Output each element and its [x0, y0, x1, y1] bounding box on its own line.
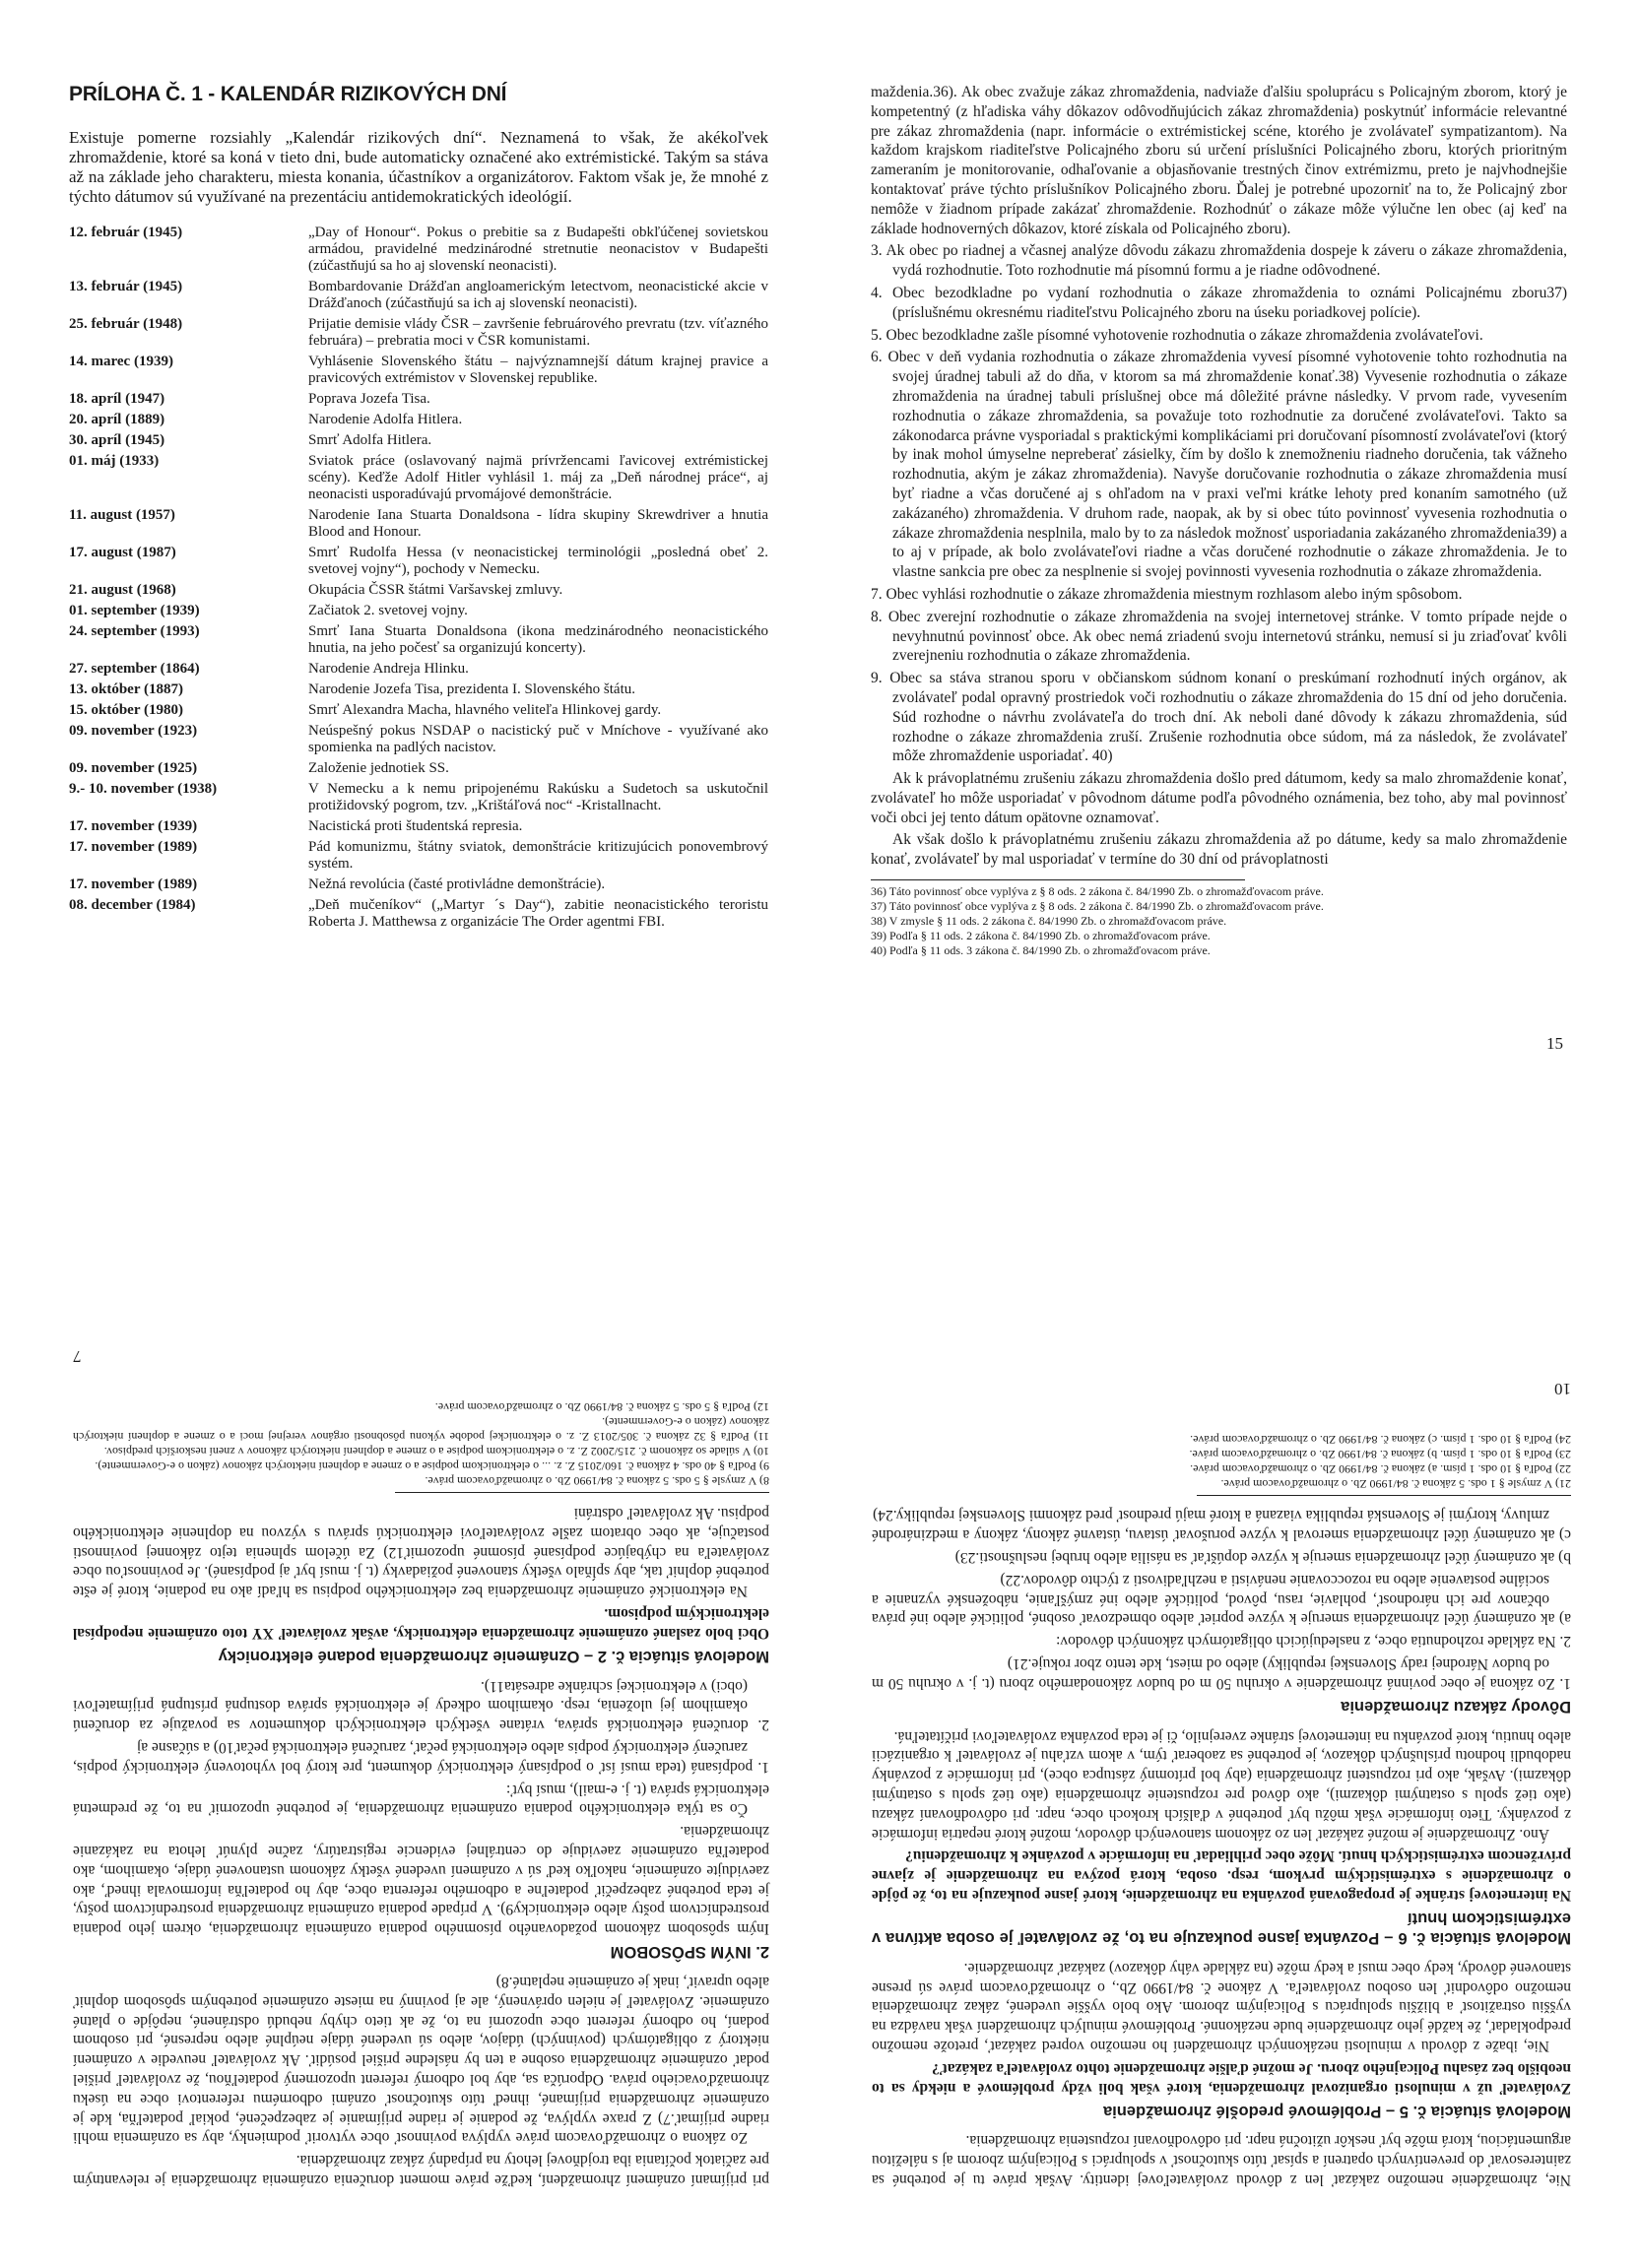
right-paragraph: 4. Obec bezodkladne po vydaní rozhodnutia o zákaze zhromaždenia to oznámi Policajnému zboru37) (príslušnému okresnému riaditeľstvu Policajného zboru na úseku poriadkovej polície). — [871, 284, 1567, 321]
page-10-column — [872, 1379, 1571, 2189]
calendar-date: 13. október (1887) — [69, 680, 183, 697]
p7-section2-text2: Čo sa týka elektronického podania oznámenia zhromaždenia, je potrebné upozorniť na to, že predmetná elektronická správa (t. j. e-mail), musí byť: — [73, 1781, 769, 1818]
calendar-date: 9.- 10. november (1938) — [69, 780, 218, 797]
p10-footnote: 21) V zmysle § 1 ods. 5 zákona č. 84/1990 Zb. o zhromažďovacom práve. — [1220, 1476, 1571, 1491]
p10-situation6-answer: Áno. Zhromaždenie je možné zakázať len zo zákonom stanovených dôvodov, možné ktoré nepatria informácie z pozvánky. Tieto informácie však môžu byť potrebné v ďalších krokoch obce, napr. pri odôvodňovaní zákazu (ako tiež spolu s ostatnými dôkazmi), ako dôvod pre rozpustenie zhromaždenia (ako tiež spolu s ostatnými dôkazmi). Avšak, ako pri rozpustení zhromaždenia (aby bol prítomný zástupca obce), pri informácie z pozvánky nadobudli hodnotu príslušných dôkazov, je potrebné sa zaoberať tým, v akom vzťahu je zvolávateľ k organizácii alebo hnutiu, ktoré pozvánku na internetovej stránke zverejnilo, či je teda pozvánka zvolávateľovi pričítateľná. — [872, 1727, 1571, 1843]
p10-reason: 1. Zo zákona je obec povinná zhromaždenie v okruhu 50 m od budov zákonodarného zboru (t. j. v okruhu 50 m od budov Národnej rady Slovenskej republiky) alebo od miest, kde tento zbor rokuje.21) — [872, 1655, 1571, 1692]
right-paragraph: 7. Obec vyhlási rozhodnutie o zákaze zhromaždenia miestnym rozhlasom alebo iným spôsobom. — [871, 585, 1463, 603]
calendar-row — [69, 876, 768, 893]
footnote: 40) Podľa § 11 ods. 3 zákona č. 84/1990 Zb. o zhromažďovacom práve. — [871, 943, 1211, 958]
p10-reason: c) ak oznámený účel zhromaždenia smeroval k výzve porušovať ústavu, ústavné zákony, zákony a medzinárodné zmluvy, ktorými je Slovenská republika viazaná a ktoré majú prednosť pred zákonmi Slovenskej republiky.24) — [872, 1507, 1571, 1544]
calendar-row — [69, 603, 768, 619]
calendar-date: 01. máj (1933) — [69, 452, 160, 469]
calendar-event: Prijatie demisie vlády ČSR – završenie februárového prevratu (tzv. víťazného februára) – prebratia moci v ČSR komunistami. — [308, 315, 768, 349]
p10-reasons-list — [872, 1506, 1571, 1693]
calendar-row — [69, 279, 768, 312]
p7-situation-question: Obci bolo zaslané oznámenie zhromaždenia elektronicky, avšak zvolávateľ XY toto oznámenie nepodpísal elektronickým podpisom. — [73, 1605, 769, 1642]
p7-section2-title: 2. INÝM SPÔSOBOM — [610, 1943, 769, 1962]
footnote: 36) Táto povinnosť obce vyplýva z § 8 ods. 2 zákona č. 84/1990 Zb. o zhromažďovacom práve. — [871, 884, 1324, 899]
risk-calendar-list — [69, 225, 768, 931]
calendar-row — [69, 432, 768, 449]
calendar-date: 18. apríl (1947) — [69, 390, 165, 407]
calendar-event: Nežná revolúcia (časté protivládne demonštrácie). — [308, 875, 606, 892]
right-paragraph: 6. Obec v deň vydania rozhodnutia o zákaze zhromaždenia vyvesí písomné vyhotovenie tohto rozhodnutia na svojej úradnej tabuli až do dňa, v ktorom sa má zhromaždenie konať.38) Vyvesenie rozhodnutia o zákaze zhromaždenia na úradnej tabuli príslušnej obce má dôležité právne následky. V prvom rade, vyvesením rozhodnutia o zákaze zhromaždenia, sa považuje toto rozhodnutie za doručené zvolávateľovi. Takto sa zákonodarca právne vysporiadal s praktickými komplikáciami pri doručovaní písomností zvolávateľovi (ktorý by inak mohol úmyselne nepreberať zásielky, čím by došlo k znemožneniu riadneho doručenia, tak vážneho rozhodnutia, akým je zákaz zhromaždenia). Navyše doručovanie rozhodnutia o zákaze zhromaždenia musí byť riadne a včas doručené aj s ohľadom na v praxi veľmi krátke lehoty pred konaním samotného (už zakázaného) zhromaždenia. V druhom rade, naopak, ak by si obec túto povinnosť vyvesenia rozhodnutia o zákaze zhromaždenia nesplnila, malo by to za následok možnosť usporiadania zakázaného zhromaždenia39) a to aj v prípade, ak bolo zvolávateľovi riadne a včas doručené rozhodnutie o zákaze zhromaždenia. Je to vlastne sankcia pre obec za nesplnenie si svojej povinnosti vyvesenia rozhodnutia o zákaze zhromaždenia. — [871, 349, 1567, 581]
calendar-row — [69, 702, 768, 719]
p7-footnote: 10) V súlade so zákonom č. 215/2002 Z. z. o elektronickom podpise a o zmene a doplnení niektorých zákonov v znení neskorších predpisov. — [103, 1445, 769, 1459]
p7-page-number: 7 — [73, 1347, 82, 1367]
calendar-date: 17. august (1987) — [69, 544, 176, 560]
p10-reason: a) ak oznámený účel zhromaždenia smeruje k výzve poprieť alebo obmedzovať osobné, politické alebo iné práva občanov pre ich národnosť, pohlavie, rasu, pôvod, politické alebo iné zmýšľanie, náboženské vyznanie a sociálne postavenie alebo na rozoccovanie nenávisti a nezhľadivosti z týchto dôvodov.22) — [872, 1571, 1571, 1628]
right-paragraph: 9. Obec sa stáva stranou sporu v občianskom súdnom konaní o preskúmaní rozhodnutí iných orgánov, ak zvolávateľ podal opravný prostriedok voči rozhodnutiu o zákaze zhromaždenia do 15 dní od jeho doručenia. Súd rozhodne o návrhu zvolávateľa do troch dní. Ak neboli dané dôvody k zákazu zhromaždenia, súd rozhodne o zákaze zhromaždenia zruší. Zrušenie rozhodnutia obce súdom, má za následok, že zvolávateľ môže zhromaždenie usporiadať. 40) — [871, 670, 1567, 765]
page-number: 15 — [1546, 1034, 1563, 1053]
p10-footnote: 23) Podľa § 10 ods. 1 písm. b) zákona č. 84/1990 Zb. o zhromažďovacom práve. — [1189, 1447, 1571, 1461]
p7-situation-title: Modelová situácia č. 2 – Oznámenie zhromaždenia podané elektronicky — [218, 1647, 769, 1665]
calendar-row — [69, 723, 768, 756]
calendar-row — [69, 781, 768, 814]
right-paragraph: Ak k právoplatnému zrušeniu zákazu zhromaždenia došlo pred dátumom, kedy sa malo zhromaždenie konať, zvolávateľ ho môže usporiadať v pôvodnom dátume podľa pôvodného oznámenia, bez toho, aby mal povinnosť voči obci jej tento dátum opätovne oznamovať. — [871, 770, 1567, 826]
page-heading: PRÍLOHA Č. 1 - KALENDÁR RIZIKOVÝCH DNÍ — [69, 83, 507, 105]
calendar-row — [69, 453, 768, 503]
calendar-date: 14. marec (1939) — [69, 353, 173, 369]
calendar-event: Narodenie Iana Stuarta Donaldsona - lídra skupiny Skrewdriver a hnutia Blood and Honour. — [308, 506, 768, 540]
calendar-row — [69, 818, 768, 835]
right-paragraph: 5. Obec bezodkladne zašle písomné vyhotovenie rozhodnutia o zákaze zhromaždenia zvolávateľovi. — [871, 326, 1483, 344]
p10-page-number: 10 — [1554, 1379, 1571, 1398]
footnote: 39) Podľa § 11 ods. 2 zákona č. 84/1990 Zb. o zhromažďovacom práve. — [871, 929, 1211, 943]
calendar-row — [69, 316, 768, 350]
calendar-event: V Nemecku a k nemu pripojenému Rakúsku a Sudetoch sa uskutočnil protižidovský pogrom, tzv. „Krištáľová noc“ -Kristallnacht. — [308, 780, 768, 813]
footnotes — [871, 884, 1567, 958]
p10-intro: Nie, zhromaždenie nemožno zakázať len z dôvodu zvolávateľovej identity. Avšak práve tu je potrebné sa zainteresovať do preventívnych opatrení a spísať túto skutočnosť v spolupráci s Policajným zborom aj s náležitou argumentáciou, ktorá môže byť neskôr užitočná napr. pri odôvodňovaní rozpustenia zhromaždenia. — [872, 2132, 1571, 2188]
calendar-event: Smrť Iana Stuarta Donaldsona (ikona medzinárodného neonacistického hnutia, na jeho počesť sa organizujú koncerty). — [308, 622, 768, 656]
calendar-event: Vyhlásenie Slovenského štátu – najvýznamnejší dátum krajnej pravice a pravicových extrémistov v Slovenskej republike. — [308, 353, 768, 386]
right-text — [871, 83, 1567, 870]
calendar-date: 09. november (1923) — [69, 722, 198, 739]
right-paragraph: 3. Ak obec po riadnej a včasnej analýze dôvodu zákazu zhromaždenia dospeje k záveru o zákaze zhromaždenia, vydá rozhodnutie. Toto rozhodnutie má písomnú formu a je riadne odôvodnené. — [871, 242, 1567, 280]
calendar-date: 17. november (1989) — [69, 838, 198, 855]
calendar-row — [69, 760, 768, 777]
p7-footnote-separator — [395, 1492, 769, 1493]
calendar-event: Neúspešný pokus NSDAP o nacistický puč v Mníchove - využívané ako spomienka na padlých nacistov. — [308, 722, 768, 755]
calendar-row — [69, 225, 768, 275]
p10-situation5-answer: Nie, ibaže z dôvodu v minulosti nezákonných zhromaždení ho nemožno vopred zakázať, pretože nemožno predpokladať, že každé jeho zhromaždenie bude nezákonné. Problémové minulých zhromaždení však navádza na vyššiu ostražitosť a bližšiu spoluprácu s Policajným zborom. Ako bolo vyššie uvedené, zákaz zhromaždenia nemožno odôvodniť len osobou zvolávateľa. V zákone č. 84/1990 Zb., o zhromažďovacom práve sú presne stanovené dôvody, kedy obec musí a kedy môže (na základe váhy dôkazov) zakázať zhromaždenie. — [872, 1959, 1571, 2055]
p7-footnote: 11) Podľa § 32 zákona č. 305/2013 Z. z. o elektronickej podobe výkonu pôsobnosti orgánov verejnej moci a o zmene a doplnení niektorých zákonov (zákon o e-Governmente). — [73, 1415, 769, 1445]
calendar-event: Smrť Rudolfa Hessa (v neonacistickej terminológii „posledná obeť 2. svetovej vojny“), pochody v Nemecku. — [308, 544, 768, 577]
right-paragraph: maždenia.36). Ak obec zvažuje zákaz zhromaždenia, nadviaže ďalšiu spoluprácu s Policajným zborom, ktorý je kompetentný (z hľadiska váhy dôkazov odôvodňujúcich zákaz zhromaždenia) poskytnúť informácie relevantné pre zákaz zhromaždenia (napr. informácie o extrémistickej scéne, ktorého je zvolávateľ sympatizantom). Na každom krajskom riaditeľstve Policajného zboru sú určení príslušníci Policajného zboru, ktorých prioritným zameraním je monitorovanie, odhaľovanie a objasňovanie trestných činov extrémizmu, preto je najvhodnejšie kontaktovať práve týchto príslušníkov Policajného zboru. Ďalej je potrebné upozorniť na to, že Policajný zbor nemôže v žiadnom prípade zakázať zhromaždenie. Rozhodnúť o zákaze môže výlučne len obec (aj keď na základe hodnoverných dôkazov, ktoré získala od Policajného zboru). — [871, 84, 1567, 237]
calendar-event: Narodenie Andreja Hlinku. — [308, 660, 469, 677]
calendar-row — [69, 661, 768, 678]
p7-footnote: 12) Podľa § 5 ods. 5 zákona č. 84/1990 Zb. o zhromažďovacom práve. — [434, 1400, 769, 1415]
calendar-row — [69, 412, 768, 428]
calendar-row — [69, 545, 768, 578]
p10-footnote: 24) Podľa § 10 ods. 1 písm. c) zákona č. 84/1990 Zb. o zhromažďovacom práve. — [1190, 1432, 1571, 1447]
p7-footnote: 9) Podľa § 40 ods. 4 zákona č. 160/2015 Z. z. ... o elektronickom podpise a o zmene a doplnení niektorých zákonov (zákon o e-Governmente). — [95, 1459, 769, 1474]
p7-intro: pri prijímaní oznámení zhromaždení, keďže práve moment doručenia oznámenia zhromaždenia je relevantným pre začiatok počítania iba trojdňovej lehoty na prípadný zákaz zhromaždenia. — [73, 2152, 769, 2188]
calendar-event: Pád komunizmu, štátny sviatok, demonštrácie kritizujúcich ponovembrový systém. — [308, 838, 768, 872]
calendar-date: 15. október (1980) — [69, 701, 183, 718]
calendar-date: 30. apríl (1945) — [69, 431, 165, 448]
right-column — [871, 0, 1567, 958]
right-paragraph: Ak však došlo k právoplatnému zrušeniu zákazu zhromaždenia až po dátume, kedy sa malo zhromaždenie konať, zvolávateľ by mal usporiadať v termíne do 30 dní od právoplatnosti — [871, 831, 1567, 869]
calendar-event: Poprava Jozefa Tisa. — [308, 390, 430, 407]
calendar-event: Založenie jednotiek SS. — [308, 759, 449, 776]
calendar-date: 17. november (1989) — [69, 875, 198, 892]
calendar-date: 01. september (1939) — [69, 602, 200, 618]
footnote-separator — [871, 879, 1245, 880]
p10-situation5-question: Zvolávateľ už v minulosti organizoval zhromaždenia, ktoré však boli vždy problémové a niekdy sa to neobišlo bez zásahu Policajného zboru. Je možné ďalšie zhromaždenie tohto zvolávateľa zakázať? — [872, 2059, 1571, 2097]
calendar-row — [69, 897, 768, 931]
calendar-row — [69, 623, 768, 657]
p10-situation6-title: Modelová situácia č. 6 – Pozvánka jasne poukazuje na to, že zvolávateľ je osoba aktívna v extrémistickom hnutí — [872, 1910, 1571, 1948]
calendar-event: Nacistická proti študentská represia. — [308, 817, 523, 834]
calendar-date: 24. september (1993) — [69, 622, 200, 639]
calendar-date: 13. február (1945) — [69, 278, 183, 294]
p10-situation6-question: Na internetovej stránke je propagovaná pozvánka na zhromaždenie, ktoré jasne poukazuje na to, že pôjde o zhromaždenie s extrémistickým prvkom, resp. osoba, ktorá pozýva na zhromaždenie je zjavne prívržencom extrémistických hnutí. Môže obec prihliadať na informácie v pozvánke k zhromaždeniu? — [872, 1847, 1571, 1905]
calendar-event: Smrť Adolfa Hitlera. — [308, 431, 432, 448]
calendar-date: 11. august (1957) — [69, 506, 175, 523]
right-paragraph: 8. Obec zverejní rozhodnutie o zákaze zhromaždenia na svojej internetovej stránke. V tomto prípade nejde o nevyhnutnú povinnosť obce. Ak obec nemá zriadenú svoju internetovú stránku, nemusí si ju zriaďovať kvôli zverejneniu rozhodnutia o zákaze zhromaždenia. — [871, 608, 1567, 665]
calendar-event: „Day of Honour“. Pokus o prebitie sa z Budapešti obkľúčenej sovietskou armádou, pravidelné medzinárodné stretnutie neonacistov v Budapešti (zúčastňujú sa ho aj slovenskí neonacisti). — [308, 224, 768, 274]
calendar-date: 17. november (1939) — [69, 817, 198, 834]
p7-section2-list — [73, 1676, 769, 1777]
p7-situation-answer: Na elektronické oznámenie zhromaždenia bez elektronického podpisu sa hľadí ako na podanie, ktoré je ešte potrebné doplniť tak, aby spĺňalo všetky stanovené požiadavky (t. j. musí byť aj podpísané). Je povinnosťou obce zvolávateľa na chýbajúce podpísané písomné upozorniť12) Za účelom splnenia tejto zákonnej povinnosti postačuje, ak obec obratom zašle zvolávateľovi elektronickú správu s výzvou na doplnenie elektronického podpisu. Ak zvolávateľ odstráni — [73, 1505, 769, 1600]
p7-footnotes — [73, 1399, 769, 1488]
calendar-row — [69, 391, 768, 408]
p10-reasons-title: Dôvody zákazu zhromaždenia — [1341, 1697, 1571, 1716]
calendar-date: 08. december (1984) — [69, 896, 196, 913]
calendar-event: Sviatok práce (oslavovaný najmä prívržencami ľavicovej extrémistickej scény). Keďže Adolf Hitler vyhlásil 1. máj za „Deň národnej práce“, aj neonacisti usporadúvajú prvomájové demonštrácie. — [308, 452, 768, 502]
p7-list-item: 2. doručená elektronická správa, vrátane všetkých elektronických dokumentov sa považuje za doručenú okamihom jej uloženia, resp. okamihom odkedy je elektronická správa dostupná prístupná prijímateľovi (obci) v elektronickej schránke adresáta11). — [73, 1677, 769, 1734]
calendar-row — [69, 507, 768, 541]
p10-footnotes — [872, 1432, 1571, 1491]
calendar-row — [69, 839, 768, 873]
calendar-event: Okupácia ČSSR štátmi Varšavskej zmluvy. — [308, 581, 563, 598]
calendar-event: Smrť Alexandra Macha, hlavného veliteľa Hlinkovej gardy. — [308, 701, 662, 718]
p10-reason: b) ak oznámený účel zhromaždenia smeruje k výzve dopúšťať sa násilia alebo hrubej neslušnosti.23) — [954, 1549, 1571, 1567]
p7-intro2: Zo zákona o zhromažďovacom práve vyplýva povinnosť obce vytvoriť podmienky, aby sa oznámenia mohli riadne prijímať.7) Z praxe vyplýva, že podanie je riadne prijímanie je zabezpečené, pokiaľ podateľňa, kde je oznámenie zhromaždenia prijímané, ihneď túto skutočnosť oznámi odbornému referentovi obce na úseku zhromažďovacieho práva. Odporúča sa, aby bol odborný referent upozornený podateľňou, že zvolávateľ prišiel podať oznámenie zhromaždenia osobne a ten by následne prišiel posúdiť. Ak zvolávateľ neuvedie v oznámení niektorý z obligatórnych (povinných) údajov, alebo sú uvedené údaje neúplné alebo nepresné, pri osobnom podaní, ho odborný referent obce upozorní na to, že ak tieto chyby nebudú odstránené, nepôjde o platné oznámenie. Zvolávateľ je nielen oprávnený, ale aj povinný na mieste oznámenie potrebným spôsobom doplniť alebo upraviť, inak je oznámenie neplatné.8) — [73, 1974, 769, 2147]
p10-reason: 2. Na základe rozhodnutia obce, z nasledujúcich obligatórnych zákonných dôvodov: — [1056, 1633, 1571, 1651]
calendar-event: Začiatok 2. svetovej vojny. — [308, 602, 468, 618]
calendar-date: 20. apríl (1889) — [69, 411, 165, 427]
calendar-date: 25. február (1948) — [69, 315, 183, 332]
calendar-row — [69, 582, 768, 599]
left-column — [69, 0, 768, 935]
footnote: 37) Táto povinnosť obce vyplýva z § 8 ods. 2 zákona č. 84/1990 Zb. o zhromažďovacom práve. — [871, 899, 1324, 914]
calendar-event: Bombardovanie Drážďan angloamerickým letectvom, neonacistické akcie v Drážďanoch (zúčastňujú sa ich aj slovenskí neonacisti). — [308, 278, 768, 311]
calendar-row — [69, 681, 768, 698]
calendar-date: 21. august (1968) — [69, 581, 176, 598]
calendar-event: Narodenie Adolfa Hitlera. — [308, 411, 463, 427]
p10-footnote: 22) Podľa § 10 ods. 1 písm. a) zákona č. 84/1990 Zb. o zhromažďovacom práve. — [1190, 1461, 1571, 1476]
calendar-row — [69, 354, 768, 387]
calendar-event: Narodenie Jozefa Tisa, prezidenta I. Slovenského štátu. — [308, 680, 635, 697]
p10-situation5-title: Modelová situácia č. 5 – Problémové predošlé zhromaždenia — [1103, 2102, 1571, 2120]
p7-footnote: 8) V zmysle § 5 ods. 5 zákona č. 84/1990 Zb. o zhromažďovacom práve. — [425, 1474, 769, 1489]
calendar-date: 09. november (1925) — [69, 759, 198, 776]
calendar-date: 12. február (1945) — [69, 224, 183, 240]
p10-footnote-separator — [1197, 1495, 1571, 1496]
intro-paragraph: Existuje pomerne rozsiahly „Kalendár rizikových dní“. Neznamená to však, že akékoľvek zhromaždenie, ktoré sa koná v tieto dni, bude automaticky označené ako extrémistické. Takým sa stáva až na základe jeho charakteru, miesta konania, účastníkov a organizátorov. Faktom však je, že mnohé z týchto dátumov sú využívané na prezentáciu antidemokratických ideológií. — [69, 127, 768, 206]
calendar-date: 27. september (1864) — [69, 660, 200, 677]
rotated-pages-10-7 — [0, 1134, 1640, 2268]
calendar-event: „Deň mučeníkov“ („Martyr ´s Day“), zabitie neonacistického teroristu Roberta J. Matthewsa z organizácie The Order agentmi FBI. — [308, 896, 768, 930]
footnote: 38) V zmysle § 11 ods. 2 zákona č. 84/1990 Zb. o zhromažďovacom práve. — [871, 914, 1227, 929]
p7-list-item: 1. podpísaná (teda musí ísť o podpísaný elektronický dokument, pre ktorý bol vyhotovený elektronický podpis, zaručený elektronický podpis alebo elektronická pečať, zaručená elektronická pečať10) a súčasne aj — [73, 1739, 769, 1776]
page-7-column — [73, 1347, 769, 2190]
p7-section2-text: Iným spôsobom zákonom požadovaného písomného podania oznámenia zhromaždenia, okrem jeho podania prostredníctvom pošty alebo elektronicky9). V prípade podania oznámenia zhromaždenia prostredníctvom pošty, je teda potrebné zabezpečiť podateľne a odborného referenta obce, aby ho podateľňa informovala ihneď, ako zaevidujte oznámenie, nakoľko keď sú v oznámení uvedené všetky zákonom ustanovené údaje, okamihom, ako podateľňa oznámenie zaeviduje do centrálnej evidencie registratúry, začne plynúť lehota na zakázanie zhromaždenia. — [73, 1823, 769, 1938]
